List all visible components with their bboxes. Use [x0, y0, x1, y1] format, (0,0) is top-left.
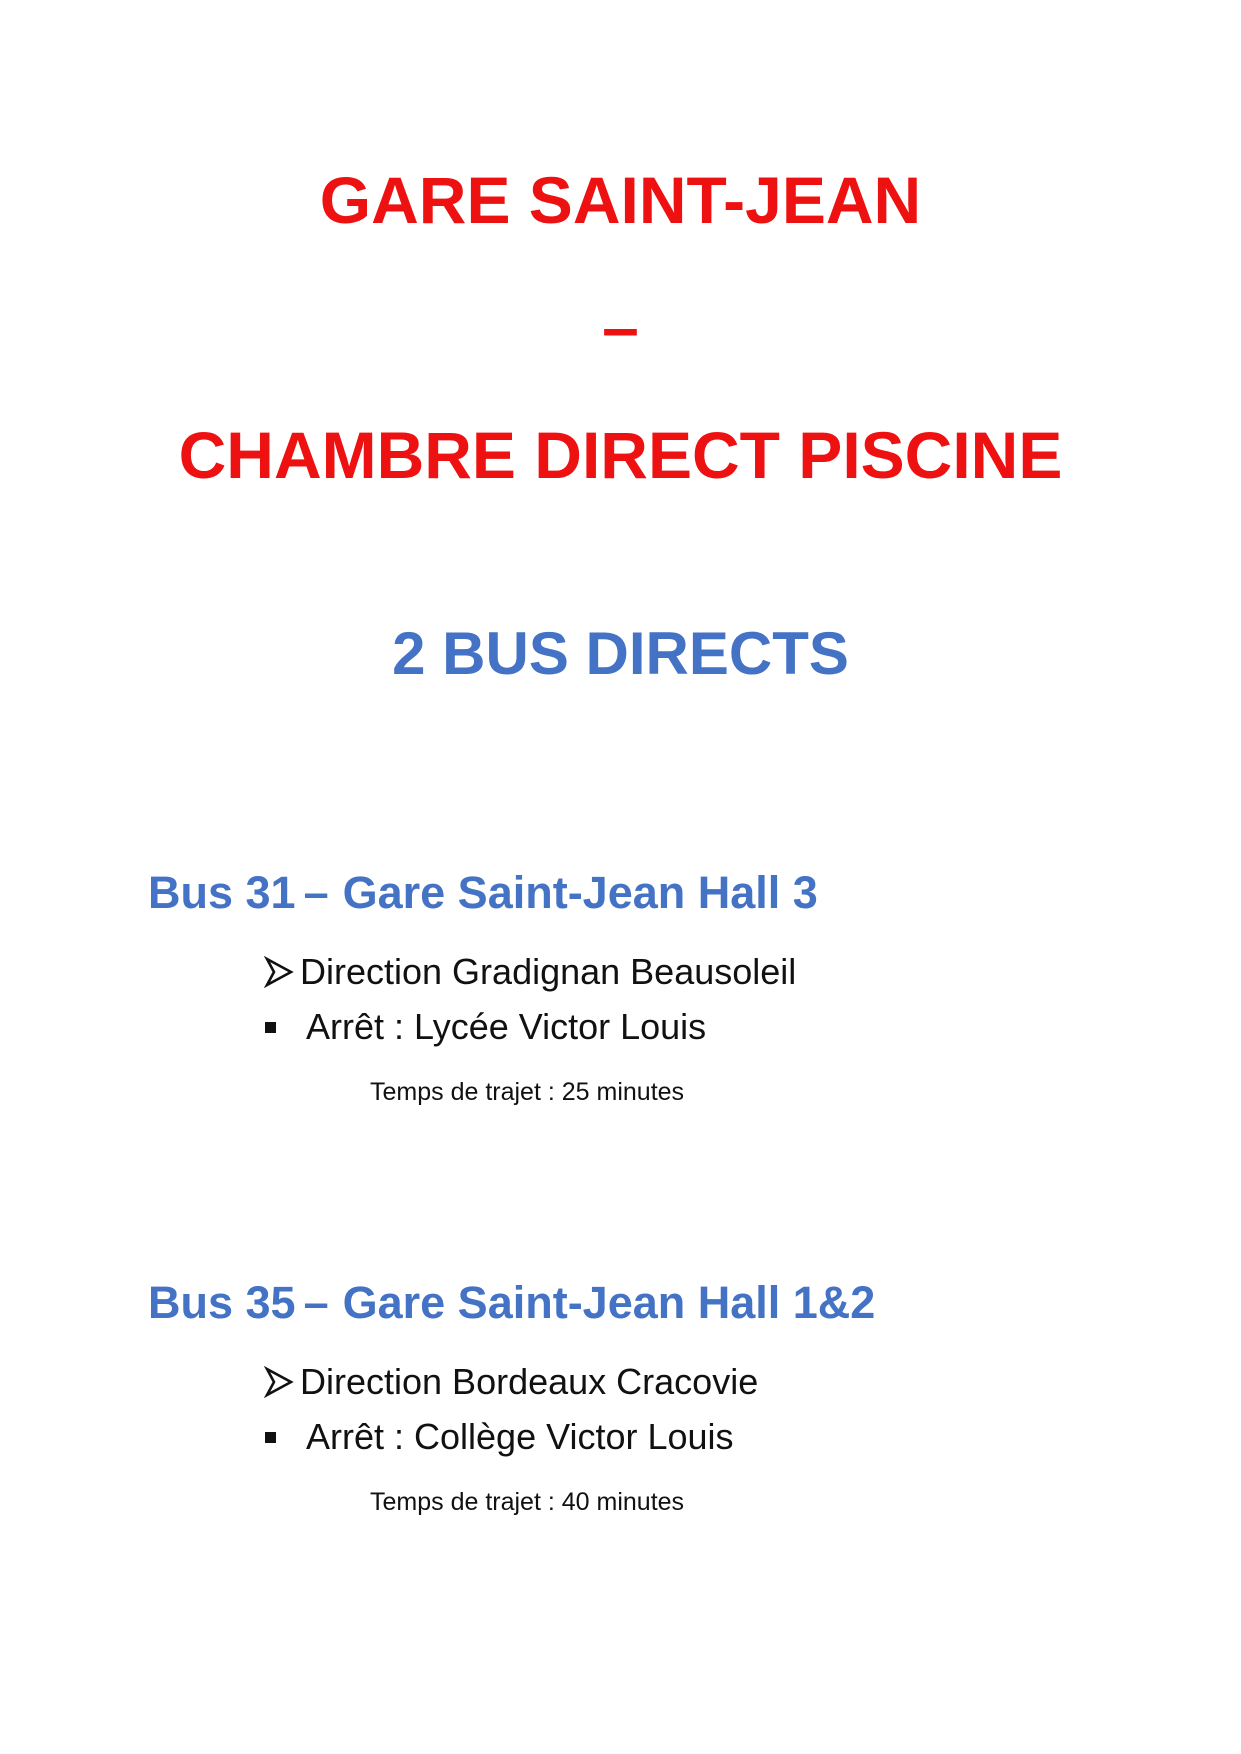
- title-line-2: CHAMBRE DIRECT PISCINE: [178, 418, 1063, 492]
- bus-31-stop-item: [262, 1005, 706, 1049]
- bus-31-separator: –: [303, 867, 329, 918]
- square-bullet-icon: [265, 1022, 276, 1033]
- bus-35-direction: Direction Bordeaux Cracovie: [300, 1361, 759, 1402]
- bus-35-label: Bus 35: [148, 1277, 296, 1328]
- bus-35-direction-item: [262, 1360, 758, 1404]
- title-line-1: GARE SAINT-JEAN: [319, 163, 922, 237]
- square-bullet-icon: [265, 1432, 276, 1443]
- bus-31-departure: Gare Saint-Jean Hall 3: [342, 867, 818, 918]
- bus-31-duration: Temps de trajet : 25 minutes: [370, 1078, 685, 1106]
- bus-31-stop: Arrêt : Lycée Victor Louis: [306, 1006, 707, 1047]
- bus-31-label: Bus 31: [148, 867, 296, 918]
- bus-35-departure: Gare Saint-Jean Hall 1&2: [342, 1277, 876, 1328]
- subtitle: 2 BUS DIRECTS: [392, 620, 849, 687]
- bus-31-heading: [148, 866, 818, 920]
- bus-35-separator: –: [303, 1277, 329, 1328]
- bus-31-direction-item: [262, 950, 796, 994]
- arrow-right-icon: [262, 1366, 294, 1398]
- arrow-right-icon: [262, 956, 294, 988]
- bus-31-direction: Direction Gradignan Beausoleil: [300, 951, 797, 992]
- bus-35-stop: Arrêt : Collège Victor Louis: [306, 1416, 734, 1457]
- bus-35-heading: [148, 1276, 875, 1330]
- title-dash: –: [602, 290, 639, 364]
- bus-35-duration: Temps de trajet : 40 minutes: [370, 1488, 685, 1516]
- bus-35-stop-item: [262, 1415, 734, 1459]
